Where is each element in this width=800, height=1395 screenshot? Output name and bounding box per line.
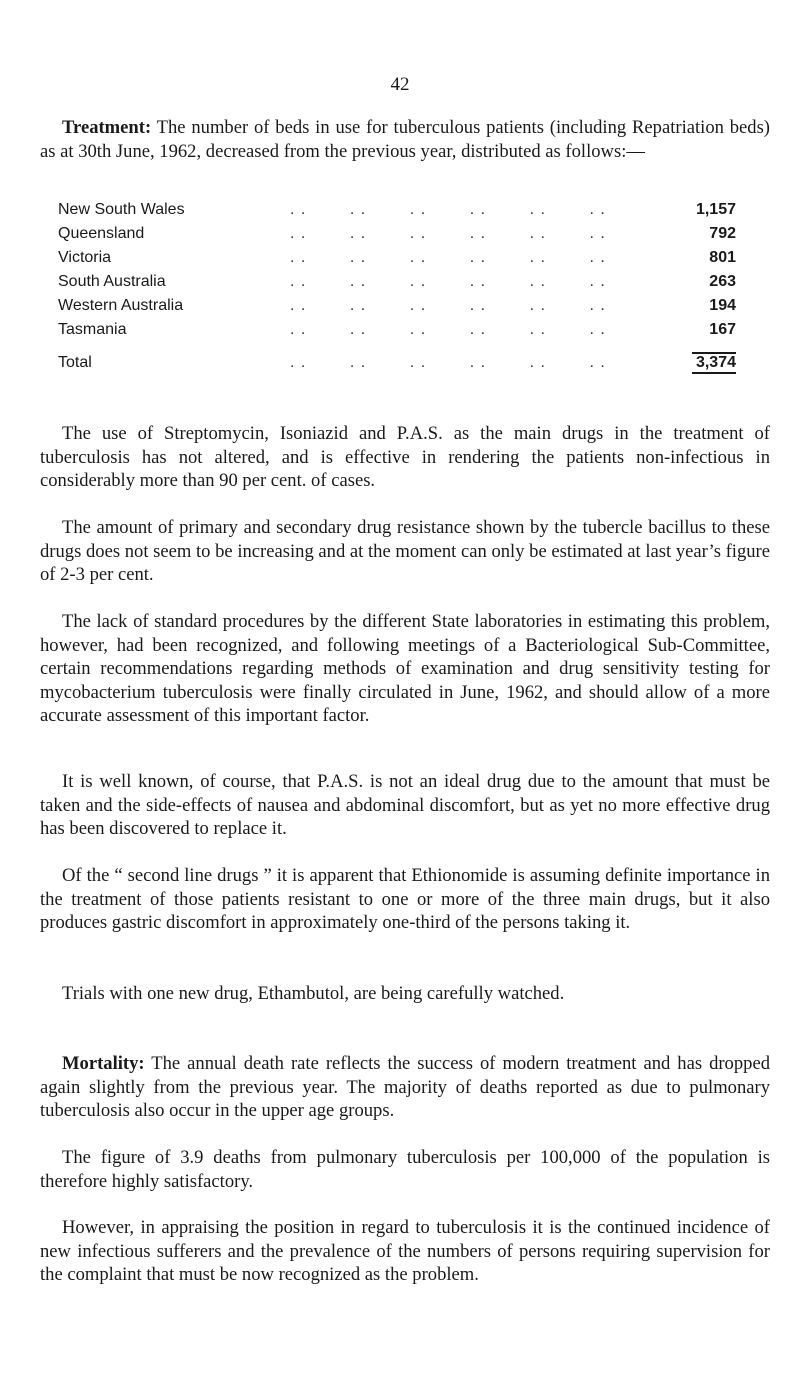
total-row bbox=[58, 342, 736, 384]
paragraph-drugs bbox=[40, 422, 770, 493]
bed-count: 1,157 bbox=[695, 201, 736, 218]
paragraph-trials bbox=[40, 982, 770, 1006]
paragraph-text: It is well known, of course, that P.A.S. is not an ideal drug due to the amount that must be taken and the side-effects of nausea and abdominal discomfort, but as yet no more effective drug has been discovered to replace it. bbox=[40, 771, 770, 839]
paragraph-text: Of the “ second line drugs ” it is apparent that Ethionomide is assuming definite importance in the treatment of those patients resistant to one or more of the three main drugs, but it also produces gastric discomfort in approximately one-third of the persons taking it. bbox=[40, 865, 770, 933]
table-row bbox=[58, 270, 736, 294]
paragraph-text: The amount of primary and secondary drug resistance shown by the tubercle bacillus to these drugs does not seem to be increasing and at the moment can only be estimated at last year’s figure of 2-3 per cent. bbox=[40, 517, 770, 585]
bed-count: 792 bbox=[709, 225, 736, 242]
leader-dots: . . . . . . . . . . . . bbox=[290, 201, 606, 218]
leader-dots: . . . . . . . . . . . . bbox=[290, 273, 606, 290]
paragraph-conclusion bbox=[40, 1216, 770, 1287]
table-row bbox=[58, 198, 736, 222]
paragraph-text: Trials with one new drug, Ethambutol, are being carefully watched. bbox=[62, 983, 565, 1004]
table-row bbox=[58, 318, 736, 342]
state-name: Victoria bbox=[58, 249, 112, 266]
state-name: South Australia bbox=[58, 273, 166, 290]
state-name: New South Wales bbox=[58, 201, 185, 218]
leader-dots: . . . . . . . . . . . . bbox=[290, 354, 606, 371]
state-name: Tasmania bbox=[58, 321, 127, 338]
bed-count: 167 bbox=[709, 321, 736, 338]
paragraph-pas bbox=[40, 770, 770, 841]
bed-count: 801 bbox=[709, 249, 736, 266]
table-row bbox=[58, 246, 736, 270]
leader-dots: . . . . . . . . . . . . bbox=[290, 225, 606, 242]
paragraph-text: The lack of standard procedures by the different State laboratories in estimating this problem, however, had been recognized, and following meetings of a Bacteriological Sub-Committee, certain recommendations regarding methods of examination and drug sensitivity testing for mycobacterium tuberculosis were finally circulated in June, 1962, and should allow of a more accurate assessment of this important factor. bbox=[40, 611, 770, 726]
state-name: Queensland bbox=[58, 225, 145, 242]
page-number: 42 bbox=[390, 74, 410, 95]
paragraph-second-line-drugs bbox=[40, 864, 770, 935]
total-label: Total bbox=[58, 354, 92, 371]
treatment-heading: Treatment: bbox=[62, 117, 152, 138]
paragraph-laboratories bbox=[40, 610, 770, 728]
bed-count: 263 bbox=[709, 273, 736, 290]
total-cell bbox=[680, 342, 736, 384]
mortality-heading: Mortality: bbox=[62, 1053, 145, 1074]
leader-dots: . . . . . . . . . . . . bbox=[290, 249, 606, 266]
treatment-paragraph bbox=[40, 116, 770, 163]
paragraph-death-figure bbox=[40, 1146, 770, 1193]
state-name: Western Australia bbox=[58, 297, 184, 314]
paragraph-mortality bbox=[40, 1052, 770, 1123]
leader-dots: . . . . . . . . . . . . bbox=[290, 321, 606, 338]
total-value: 3,374 bbox=[695, 354, 736, 371]
paragraph-resistance bbox=[40, 516, 770, 587]
total-rule-bottom bbox=[692, 372, 736, 374]
leader-dots: . . . . . . . . . . . . bbox=[290, 297, 606, 314]
treatment-intro: The number of beds in use for tuberculous patients (including Repatriation beds) as at 30th June, 1962, decreased from the previous year, distributed as follows:— bbox=[40, 117, 771, 162]
mortality-text: The annual death rate reflects the success of modern treatment and has dropped again slightly from the previous year. The majority of deaths reported as due to pulmonary tuberculosis also occur in the upper age groups. bbox=[40, 1053, 771, 1121]
table-row bbox=[58, 294, 736, 318]
beds-table bbox=[58, 198, 736, 384]
table-row bbox=[58, 222, 736, 246]
paragraph-text: The figure of 3.9 deaths from pulmonary tuberculosis per 100,000 of the population is therefore highly satisfactory. bbox=[40, 1147, 770, 1192]
paragraph-text: The use of Streptomycin, Isoniazid and P.A.S. as the main drugs in the treatment of tuberculosis has not altered, and is effective in rendering the patients non-infectious in considerably more than 90 per cent. of cases. bbox=[40, 423, 770, 491]
paragraph-text: However, in appraising the position in regard to tuberculosis it is the continued incidence of new infectious sufferers and the prevalence of the numbers of persons requiring supervision for the complaint that must be now recognized as the problem. bbox=[40, 1217, 770, 1285]
bed-count: 194 bbox=[709, 297, 736, 314]
